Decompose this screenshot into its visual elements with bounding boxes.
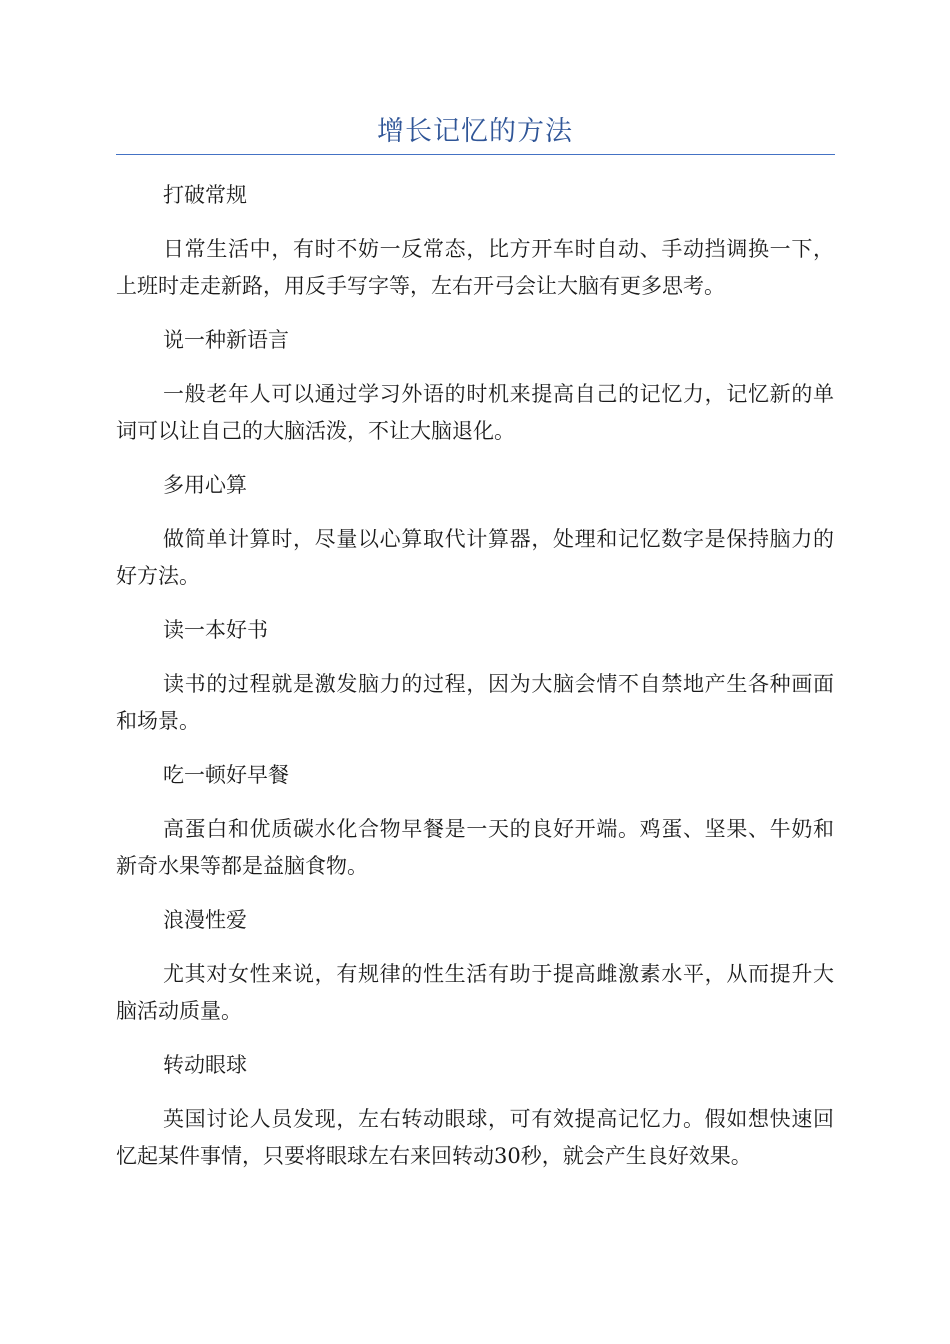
section-paragraph: 日常生活中，有时不妨一反常态，比方开车时自动、手动挡调换一下，上班时走走新路，用反手写字等，左右开弓会让大脑有更多思考。 [116, 237, 834, 298]
section-heading: 吃一顿好早餐 [163, 763, 289, 787]
document-body [116, 176, 834, 1175]
section [116, 756, 834, 901]
section-heading: 打破常规 [163, 183, 247, 207]
section-paragraph: 做简单计算时，尽量以心算取代计算器，处理和记忆数字是保持脑力的好方法。 [116, 527, 834, 588]
section-paragraph: 英国讨论人员发现，左右转动眼球，可有效提高记忆力。假如想快速回忆起某件事情，只要将眼球左右来回转动30秒，就会产生良好效果。 [116, 1107, 834, 1168]
section [116, 176, 834, 321]
section-heading: 读一本好书 [163, 618, 268, 642]
section-paragraph: 读书的过程就是激发脑力的过程，因为大脑会情不自禁地产生各种画面和场景。 [116, 672, 834, 733]
section-heading: 转动眼球 [163, 1053, 247, 1077]
section-heading: 说一种新语言 [163, 328, 289, 352]
section-heading: 浪漫性爱 [163, 908, 247, 932]
document-title: 增长记忆的方法 [377, 116, 573, 147]
title-underline [116, 154, 835, 155]
section-paragraph: 一般老年人可以通过学习外语的时机来提高自己的记忆力，记忆新的单词可以让自己的大脑活泼，不让大脑退化。 [116, 382, 834, 443]
section [116, 466, 834, 611]
section-paragraph: 尤其对女性来说，有规律的性生活有助于提高雌激素水平，从而提升大脑活动质量。 [116, 962, 834, 1023]
section [116, 1046, 834, 1175]
section [116, 611, 834, 756]
section-heading: 多用心算 [163, 473, 247, 497]
section-paragraph: 高蛋白和优质碳水化合物早餐是一天的良好开端。鸡蛋、坚果、牛奶和新奇水果等都是益脑食物。 [116, 817, 834, 878]
section [116, 321, 834, 466]
section [116, 901, 834, 1046]
